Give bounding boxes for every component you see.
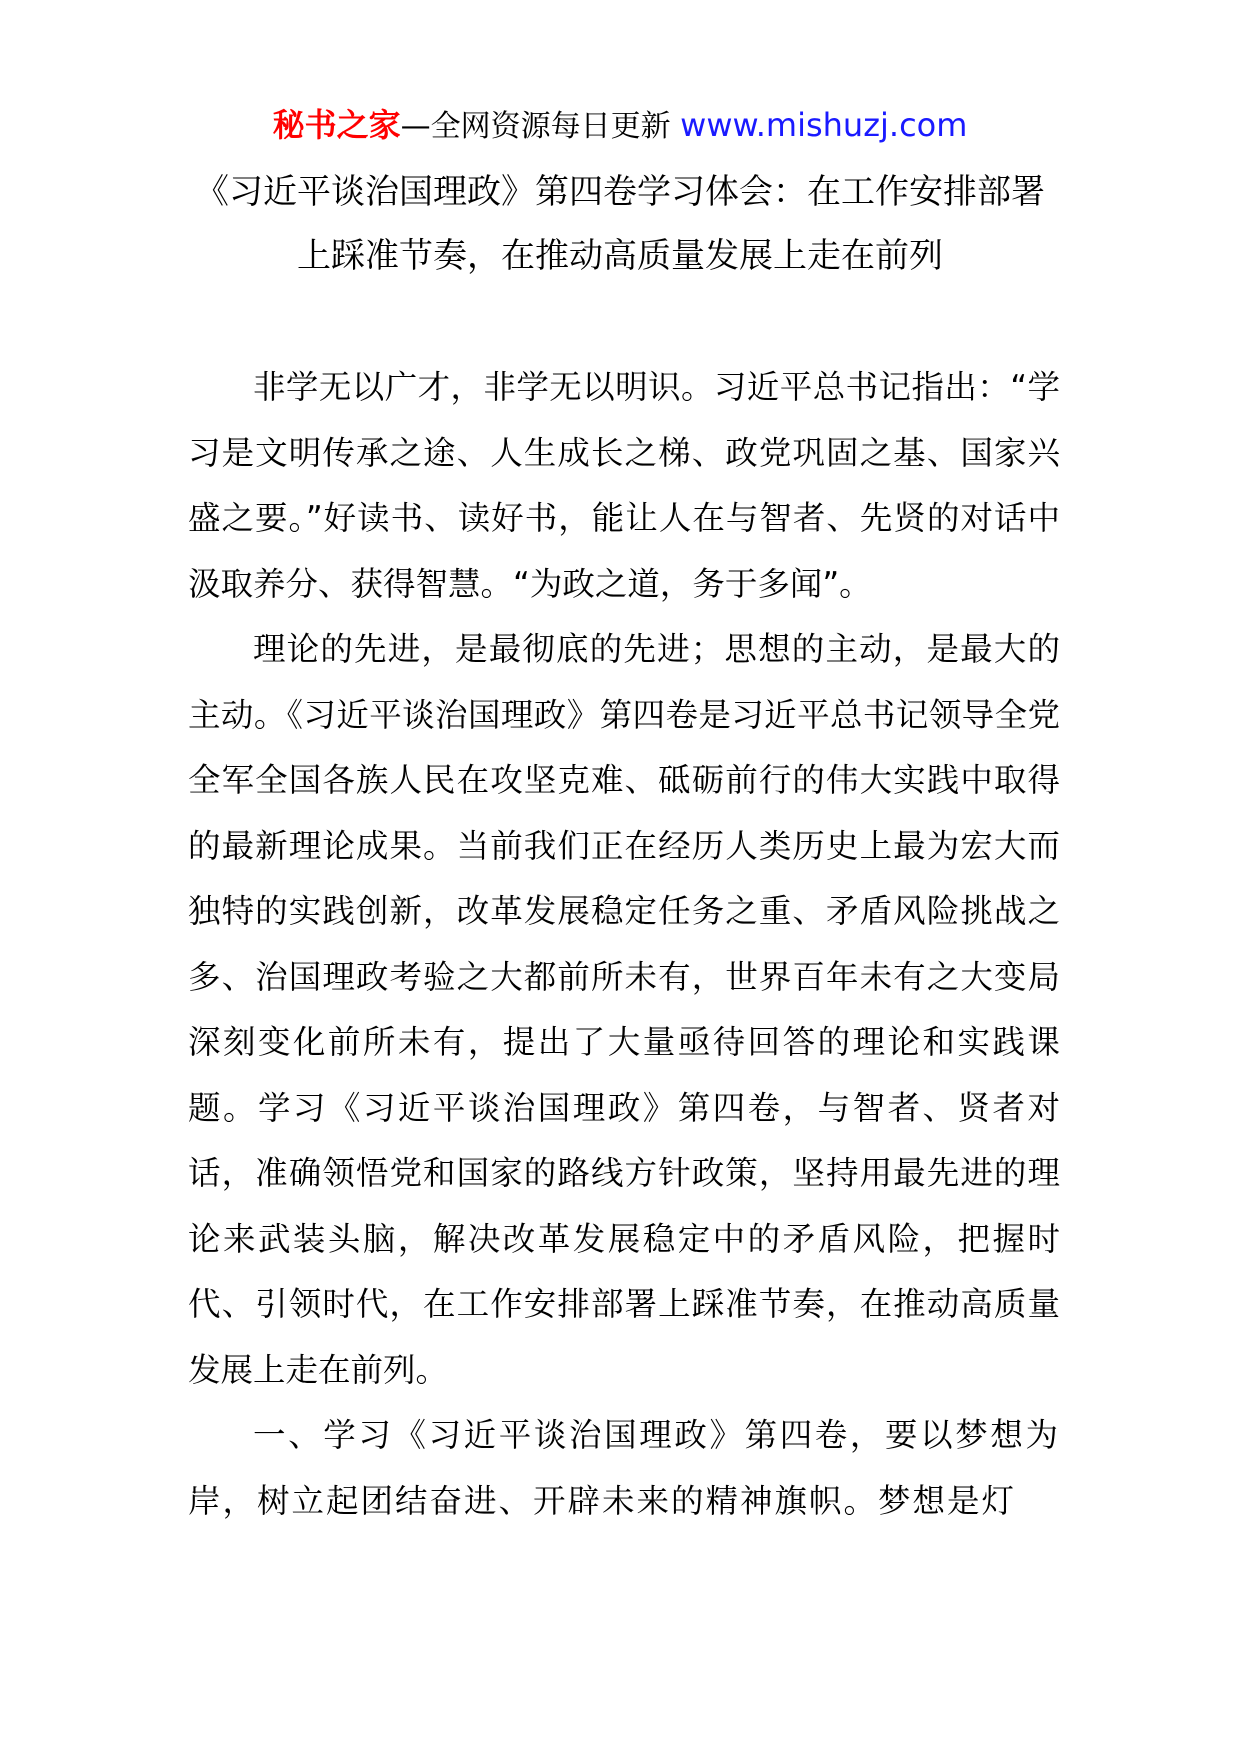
site-url-link[interactable]: www.mishuzj.com (680, 106, 968, 144)
document-title (180, 160, 1060, 288)
brand-name: 秘书之家 (272, 106, 401, 144)
paragraph-3: 一、学习《习近平谈治国理政》第四卷，要以梦想为岸，树立起团结奋进、开辟未来的精神旗帜。梦想是灯 (188, 1416, 1060, 1520)
title-line-2: 上踩准节奏，在推动高质量发展上走在前列 (297, 236, 943, 276)
header-slogan: —全网资源每日更新 (400, 109, 671, 144)
paragraph-2: 理论的先进，是最彻底的先进；思想的主动，是最大的主动。《习近平谈治国理政》第四卷是习近平总书记领导全党全军全国各族人民在攻坚克难、砥砺前行的伟大实践中取得的最新理论成果。当前我们正在经历人类历史上最为宏大而独特的实践创新，改革发展稳定任务之重、矛盾风险挑战之多、治国理政考验之大都前所未有，世界百年未有之大变局深刻变化前所未有，提出了大量亟待回答的理论和实践课题。学习《习近平谈治国理政》第四卷，与智者、贤者对话，准确领悟党和国家的路线方针政策，坚持用最先进的理论来武装头脑，解决改革发展稳定中的矛盾风险，把握时代、引领时代，在工作安排部署上踩准节奏，在推动高质量发展上走在前列。 (188, 630, 1060, 1389)
paragraph-1: 非学无以广才，非学无以明识。习近平总书记指出：“学习是文明传承之途、人生成长之梯、政党巩固之基、国家兴盛之要。”好读书、读好书，能让人在与智者、先贤的对话中汲取养分、获得智慧。“为政之道，务于多闻”。 (188, 368, 1060, 603)
site-header (0, 100, 1240, 152)
title-line-1: 《习近平谈治国理政》第四卷学习体会：在工作安排部署 (195, 172, 1045, 212)
document-body (188, 355, 1060, 1534)
